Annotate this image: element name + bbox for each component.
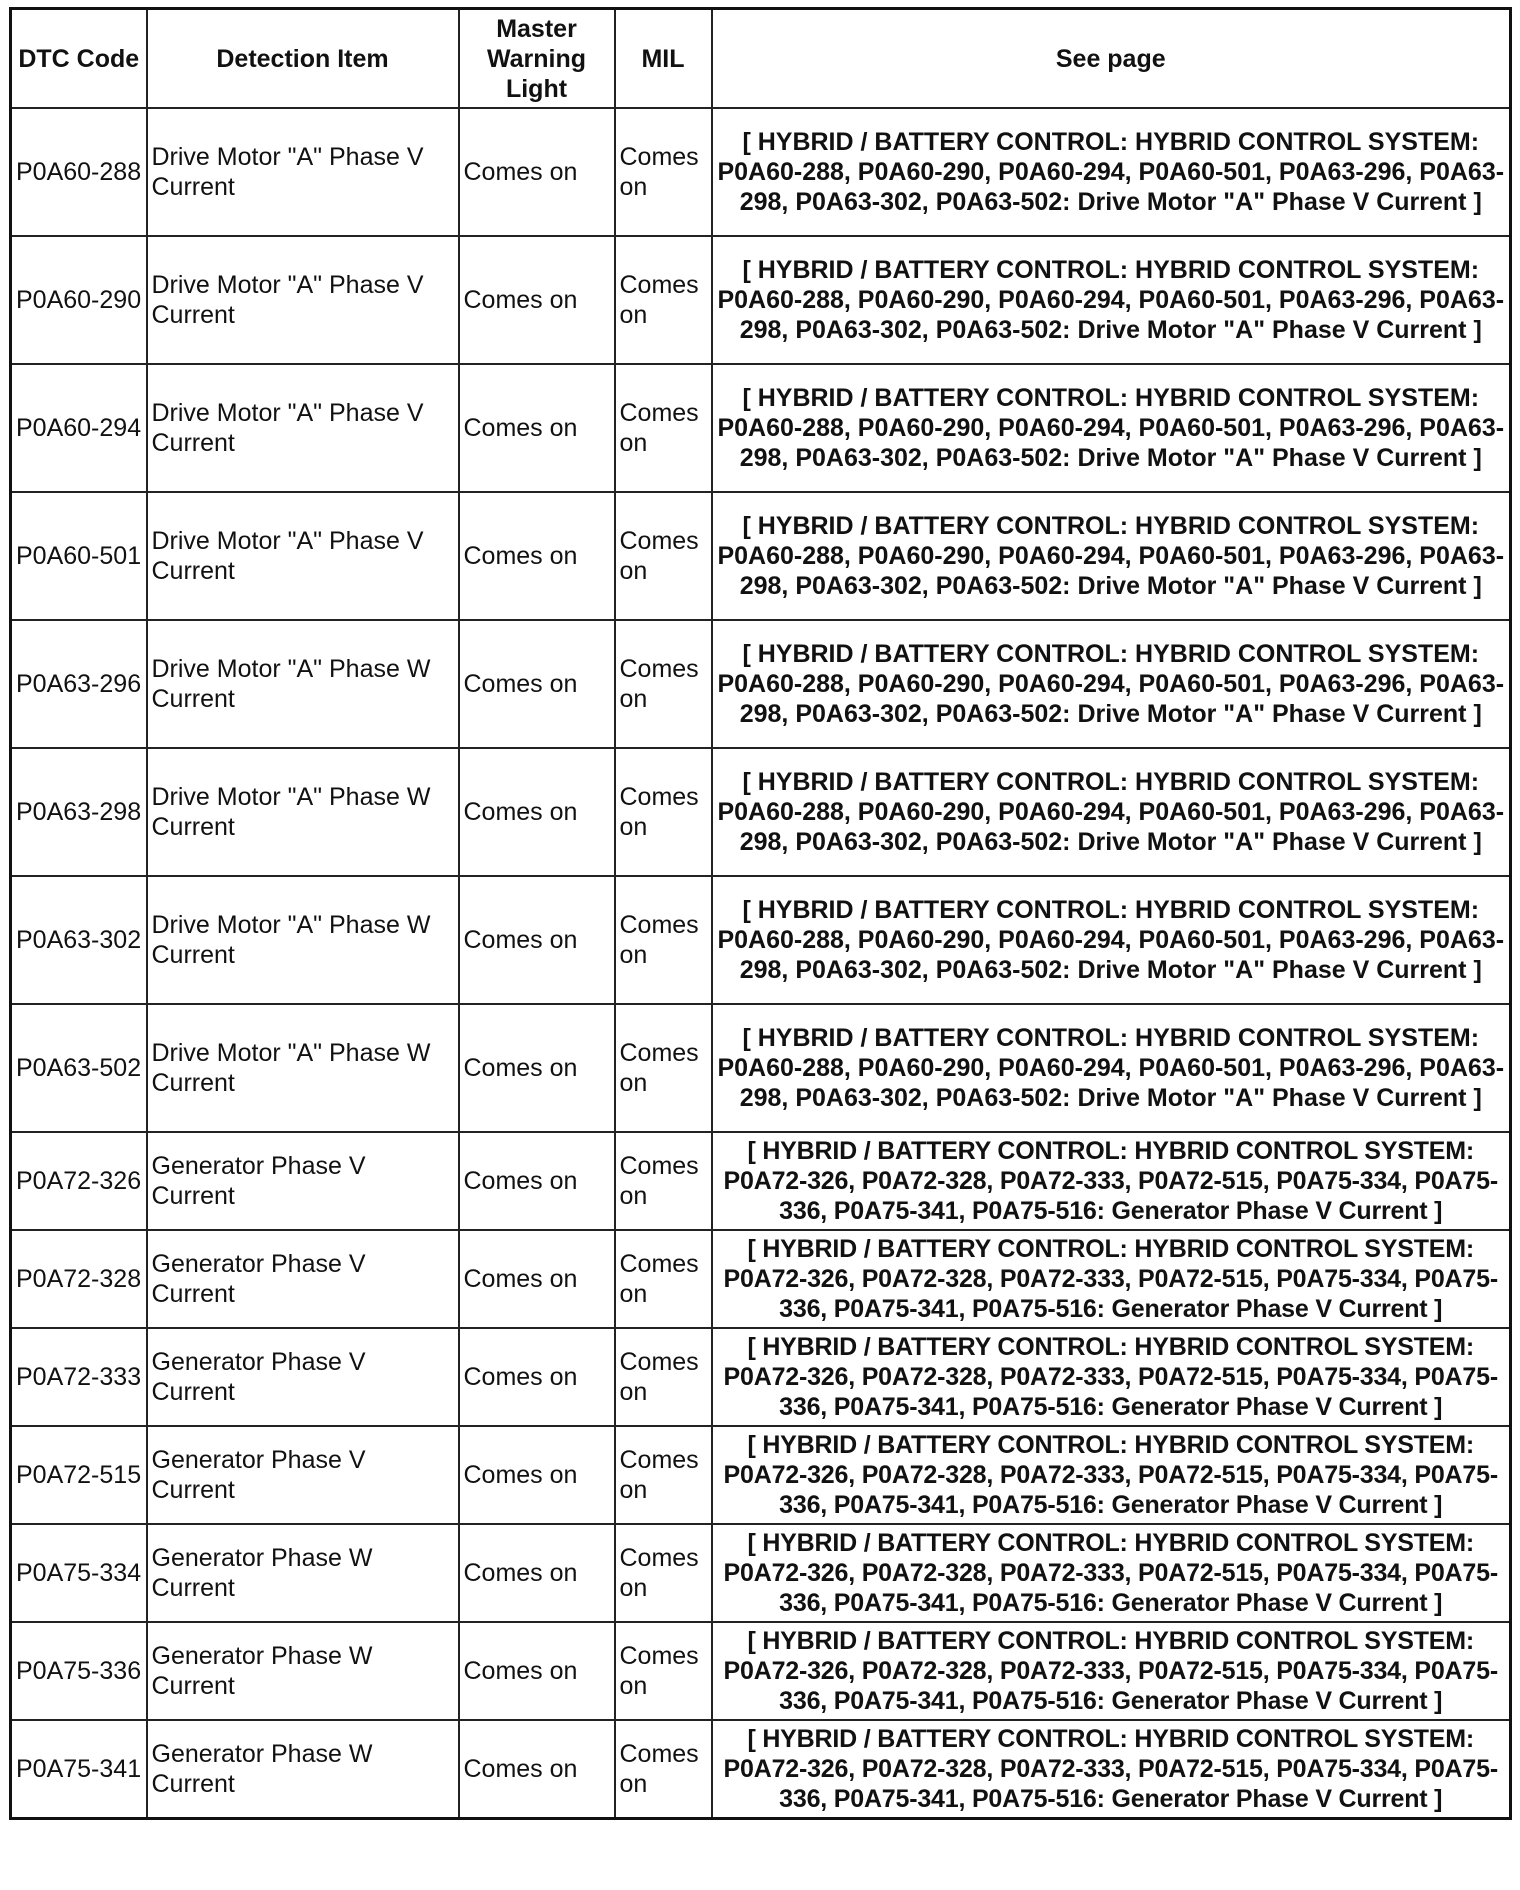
header-dtc-code: DTC Code [11,9,147,109]
dtc-code-cell: P0A63-502 [11,1004,147,1132]
table-body [11,108,1511,1819]
detection-item-cell: Drive Motor "A" Phase W Current [147,620,459,748]
dtc-code-cell: P0A60-290 [11,236,147,364]
mil-cell: Comes on [615,1524,712,1622]
mil-cell: Comes on [615,108,712,236]
dtc-code-cell: P0A60-294 [11,364,147,492]
see-page-link[interactable]: [ HYBRID / BATTERY CONTROL: HYBRID CONTROL SYSTEM: P0A60-288, P0A60-290, P0A60-294, P0A60-501, P0A63-296, P0A63-298, P0A63-302, P0A63-502: Drive Motor "A" Phase V Current ] [712,364,1511,492]
detection-item-cell: Drive Motor "A" Phase V Current [147,364,459,492]
dtc-code-cell: P0A72-333 [11,1328,147,1426]
detection-item-cell: Drive Motor "A" Phase W Current [147,876,459,1004]
table-row [11,1132,1511,1230]
see-page-link[interactable]: [ HYBRID / BATTERY CONTROL: HYBRID CONTROL SYSTEM: P0A72-326, P0A72-328, P0A72-333, P0A72-515, P0A75-334, P0A75-336, P0A75-341, P0A75-516: Generator Phase V Current ] [712,1720,1511,1819]
see-page-link[interactable]: [ HYBRID / BATTERY CONTROL: HYBRID CONTROL SYSTEM: P0A60-288, P0A60-290, P0A60-294, P0A60-501, P0A63-296, P0A63-298, P0A63-302, P0A63-502: Drive Motor "A" Phase V Current ] [712,108,1511,236]
mil-cell: Comes on [615,1230,712,1328]
see-page-link[interactable]: [ HYBRID / BATTERY CONTROL: HYBRID CONTROL SYSTEM: P0A60-288, P0A60-290, P0A60-294, P0A60-501, P0A63-296, P0A63-298, P0A63-302, P0A63-502: Drive Motor "A" Phase V Current ] [712,236,1511,364]
master-warning-light-cell: Comes on [459,492,615,620]
see-page-link[interactable]: [ HYBRID / BATTERY CONTROL: HYBRID CONTROL SYSTEM: P0A72-326, P0A72-328, P0A72-333, P0A72-515, P0A75-334, P0A75-336, P0A75-341, P0A75-516: Generator Phase V Current ] [712,1132,1511,1230]
mil-cell: Comes on [615,1426,712,1524]
detection-item-cell: Generator Phase W Current [147,1524,459,1622]
table-row [11,876,1511,1004]
see-page-link[interactable]: [ HYBRID / BATTERY CONTROL: HYBRID CONTROL SYSTEM: P0A60-288, P0A60-290, P0A60-294, P0A60-501, P0A63-296, P0A63-298, P0A63-302, P0A63-502: Drive Motor "A" Phase V Current ] [712,876,1511,1004]
mil-cell: Comes on [615,1720,712,1819]
mil-cell: Comes on [615,748,712,876]
dtc-code-cell: P0A60-288 [11,108,147,236]
header-see-page: See page [712,9,1511,109]
see-page-link[interactable]: [ HYBRID / BATTERY CONTROL: HYBRID CONTROL SYSTEM: P0A72-326, P0A72-328, P0A72-333, P0A72-515, P0A75-334, P0A75-336, P0A75-341, P0A75-516: Generator Phase V Current ] [712,1328,1511,1426]
table-row [11,492,1511,620]
master-warning-light-cell: Comes on [459,1328,615,1426]
mil-cell: Comes on [615,876,712,1004]
master-warning-light-cell: Comes on [459,1524,615,1622]
detection-item-cell: Generator Phase V Current [147,1328,459,1426]
master-warning-light-cell: Comes on [459,620,615,748]
table-row [11,1622,1511,1720]
see-page-link[interactable]: [ HYBRID / BATTERY CONTROL: HYBRID CONTROL SYSTEM: P0A72-326, P0A72-328, P0A72-333, P0A72-515, P0A75-334, P0A75-336, P0A75-341, P0A75-516: Generator Phase V Current ] [712,1426,1511,1524]
dtc-code-cell: P0A72-515 [11,1426,147,1524]
see-page-link[interactable]: [ HYBRID / BATTERY CONTROL: HYBRID CONTROL SYSTEM: P0A72-326, P0A72-328, P0A72-333, P0A72-515, P0A75-334, P0A75-336, P0A75-341, P0A75-516: Generator Phase V Current ] [712,1230,1511,1328]
see-page-link[interactable]: [ HYBRID / BATTERY CONTROL: HYBRID CONTROL SYSTEM: P0A60-288, P0A60-290, P0A60-294, P0A60-501, P0A63-296, P0A63-298, P0A63-302, P0A63-502: Drive Motor "A" Phase V Current ] [712,748,1511,876]
see-page-link[interactable]: [ HYBRID / BATTERY CONTROL: HYBRID CONTROL SYSTEM: P0A60-288, P0A60-290, P0A60-294, P0A60-501, P0A63-296, P0A63-298, P0A63-302, P0A63-502: Drive Motor "A" Phase V Current ] [712,492,1511,620]
table-row [11,748,1511,876]
dtc-code-cell: P0A60-501 [11,492,147,620]
dtc-code-cell: P0A75-336 [11,1622,147,1720]
dtc-code-cell: P0A72-328 [11,1230,147,1328]
mil-cell: Comes on [615,492,712,620]
master-warning-light-cell: Comes on [459,748,615,876]
see-page-link[interactable]: [ HYBRID / BATTERY CONTROL: HYBRID CONTROL SYSTEM: P0A72-326, P0A72-328, P0A72-333, P0A72-515, P0A75-334, P0A75-336, P0A75-341, P0A75-516: Generator Phase V Current ] [712,1622,1511,1720]
mil-cell: Comes on [615,1328,712,1426]
master-warning-light-cell: Comes on [459,236,615,364]
mil-cell: Comes on [615,1622,712,1720]
mil-cell: Comes on [615,1132,712,1230]
detection-item-cell: Drive Motor "A" Phase W Current [147,748,459,876]
dtc-table [9,7,1512,1820]
table-row [11,364,1511,492]
dtc-code-cell: P0A63-298 [11,748,147,876]
detection-item-cell: Generator Phase V Current [147,1426,459,1524]
master-warning-light-cell: Comes on [459,1426,615,1524]
header-row [11,9,1511,109]
table-row [11,1328,1511,1426]
header-master-warning-light: Master Warning Light [459,9,615,109]
table-row [11,108,1511,236]
detection-item-cell: Generator Phase W Current [147,1622,459,1720]
dtc-code-cell: P0A63-296 [11,620,147,748]
see-page-link[interactable]: [ HYBRID / BATTERY CONTROL: HYBRID CONTROL SYSTEM: P0A60-288, P0A60-290, P0A60-294, P0A60-501, P0A63-296, P0A63-298, P0A63-302, P0A63-502: Drive Motor "A" Phase V Current ] [712,620,1511,748]
see-page-link[interactable]: [ HYBRID / BATTERY CONTROL: HYBRID CONTROL SYSTEM: P0A60-288, P0A60-290, P0A60-294, P0A60-501, P0A63-296, P0A63-298, P0A63-302, P0A63-502: Drive Motor "A" Phase V Current ] [712,1004,1511,1132]
master-warning-light-cell: Comes on [459,876,615,1004]
mil-cell: Comes on [615,364,712,492]
see-page-link[interactable]: [ HYBRID / BATTERY CONTROL: HYBRID CONTROL SYSTEM: P0A72-326, P0A72-328, P0A72-333, P0A72-515, P0A75-334, P0A75-336, P0A75-341, P0A75-516: Generator Phase V Current ] [712,1524,1511,1622]
detection-item-cell: Generator Phase V Current [147,1132,459,1230]
table-row [11,1720,1511,1819]
detection-item-cell: Generator Phase W Current [147,1720,459,1819]
mil-cell: Comes on [615,236,712,364]
header-detection-item: Detection Item [147,9,459,109]
dtc-code-cell: P0A63-302 [11,876,147,1004]
table-row [11,1004,1511,1132]
dtc-code-cell: P0A72-326 [11,1132,147,1230]
detection-item-cell: Drive Motor "A" Phase V Current [147,492,459,620]
master-warning-light-cell: Comes on [459,1004,615,1132]
detection-item-cell: Generator Phase V Current [147,1230,459,1328]
detection-item-cell: Drive Motor "A" Phase V Current [147,236,459,364]
dtc-code-cell: P0A75-334 [11,1524,147,1622]
dtc-code-cell: P0A75-341 [11,1720,147,1819]
mil-cell: Comes on [615,1004,712,1132]
master-warning-light-cell: Comes on [459,1230,615,1328]
master-warning-light-cell: Comes on [459,108,615,236]
master-warning-light-cell: Comes on [459,1720,615,1819]
table-row [11,1426,1511,1524]
header-mil: MIL [615,9,712,109]
master-warning-light-cell: Comes on [459,364,615,492]
table-row [11,236,1511,364]
table-row [11,620,1511,748]
table-row [11,1230,1511,1328]
table-row [11,1524,1511,1622]
detection-item-cell: Drive Motor "A" Phase V Current [147,108,459,236]
detection-item-cell: Drive Motor "A" Phase W Current [147,1004,459,1132]
mil-cell: Comes on [615,620,712,748]
master-warning-light-cell: Comes on [459,1132,615,1230]
master-warning-light-cell: Comes on [459,1622,615,1720]
